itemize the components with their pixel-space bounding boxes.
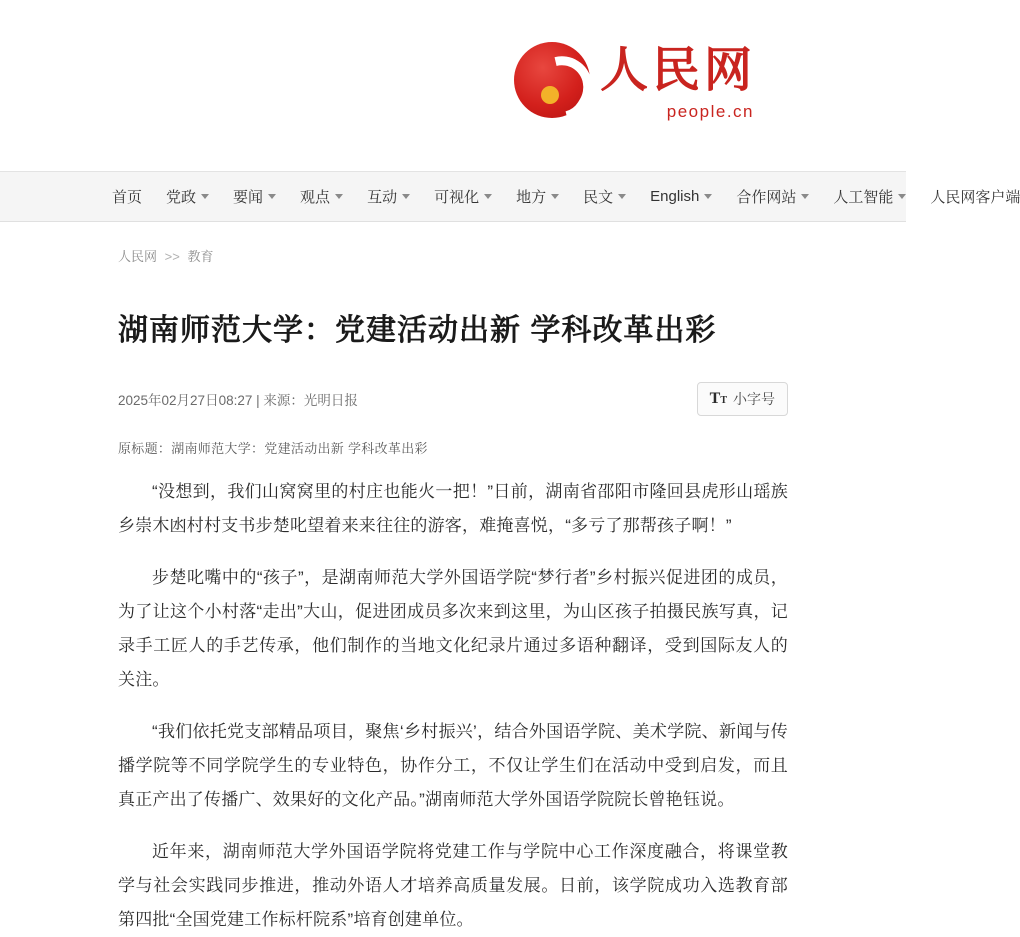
nav-item-partner-sites[interactable] bbox=[736, 186, 809, 207]
nav-label: 党政 bbox=[166, 189, 197, 206]
nav-label: 首页 bbox=[112, 189, 143, 206]
breadcrumb-separator: >> bbox=[164, 249, 180, 264]
nav-label: 可视化 bbox=[434, 189, 480, 206]
chevron-down-icon bbox=[484, 194, 492, 199]
chevron-down-icon bbox=[402, 194, 410, 199]
nav-label: 地方 bbox=[516, 189, 547, 206]
chevron-down-icon bbox=[268, 194, 276, 199]
nav-item-english[interactable] bbox=[650, 188, 712, 205]
chevron-down-icon bbox=[704, 194, 712, 199]
nav-label: 互动 bbox=[367, 189, 398, 206]
article-body bbox=[118, 475, 788, 937]
article-paragraph: 步楚叱嘴中的“孩子”，是湖南师范大学外国语学院“梦行者”乡村振兴促进团的成员，为了让这个小村落“走出”大山，促进团成员多次来到这里，为山区孩子拍摄民族写真，记录手工匠人的手艺传承，他们制作的当地文化纪录片通过多语种翻译，受到国际友人的关注。 bbox=[118, 568, 788, 689]
nav-item-opinion[interactable] bbox=[300, 186, 343, 207]
article-container bbox=[0, 311, 906, 937]
article-paragraph: “我们依托党支部精品项目，聚焦‘乡村振兴’，结合外国语学院、美术学院、新闻与传播学院等不同学院学生的专业特色，协作分工，不仅让学生们在活动中受到启发，而且真正产出了传播广、效果好的文化产品。”湖南师范大学外国语学院院长曾艳钰说。 bbox=[118, 722, 788, 809]
breadcrumb-current-link[interactable]: 教育 bbox=[187, 249, 214, 264]
people-cn-logo-icon bbox=[514, 42, 590, 118]
nav-label: 合作网站 bbox=[736, 189, 797, 206]
breadcrumb-root-link[interactable]: 人民网 bbox=[118, 249, 158, 264]
nav-item-top-news[interactable] bbox=[233, 186, 276, 207]
logo-chinese-text: 人民网 bbox=[599, 44, 756, 97]
nav-label: 人民网客户端 bbox=[930, 189, 1020, 206]
article-meta-row bbox=[118, 382, 788, 416]
nav-item-ai[interactable] bbox=[833, 186, 906, 207]
nav-item-ethnic-languages[interactable] bbox=[583, 186, 626, 207]
nav-label: 要闻 bbox=[233, 189, 264, 206]
nav-item-party-government[interactable] bbox=[166, 186, 209, 207]
chevron-down-icon bbox=[551, 194, 559, 199]
original-title: 原标题：湖南师范大学：党建活动出新 学科改革出彩 bbox=[118, 441, 428, 456]
article-paragraph: “没想到，我们山窝窝里的村庄也能火一把！”日前，湖南省邵阳市隆回县虎形山瑶族乡崇木凼村村支书步楚叱望着来来往往的游客，难掩喜悦，“多亏了那帮孩子啊！” bbox=[118, 482, 788, 535]
font-size-button[interactable] bbox=[697, 382, 788, 416]
logo-english-text: people.cn bbox=[666, 102, 754, 122]
nav-label: 观点 bbox=[300, 189, 331, 206]
nav-item-home[interactable] bbox=[112, 186, 142, 207]
site-logo[interactable] bbox=[514, 42, 756, 122]
main-navigation[interactable] bbox=[0, 172, 1020, 222]
nav-label: 人工智能 bbox=[833, 189, 894, 206]
article-paragraph: 近年来，湖南师范大学外国语学院将党建工作与学院中心工作深度融合，将课堂教学与社会实践同步推进，推动外语人才培养高质量发展。日前，该学院成功入选教育部第四批“全国党建工作标杆院系”培育创建单位。 bbox=[118, 842, 788, 929]
chevron-down-icon bbox=[801, 194, 809, 199]
chevron-down-icon bbox=[618, 194, 626, 199]
page-title: 湖南师范大学：党建活动出新 学科改革出彩 bbox=[118, 314, 717, 347]
nav-item-mobile-app[interactable] bbox=[930, 186, 1020, 207]
text-size-icon: TT bbox=[709, 390, 727, 407]
chevron-down-icon bbox=[898, 194, 906, 199]
site-header bbox=[0, 0, 906, 172]
chevron-down-icon bbox=[201, 194, 209, 199]
logo-text-group bbox=[600, 42, 756, 122]
breadcrumb bbox=[0, 222, 906, 265]
nav-item-local[interactable] bbox=[516, 186, 559, 207]
nav-label: 民文 bbox=[583, 189, 614, 206]
nav-item-interaction[interactable] bbox=[367, 186, 410, 207]
nav-label: English bbox=[650, 188, 700, 205]
chevron-down-icon bbox=[335, 194, 343, 199]
article-meta: 2025年02月27日08:27 | 来源：光明日报 bbox=[118, 393, 358, 408]
nav-item-visualization[interactable] bbox=[434, 186, 492, 207]
font-size-label: 小字号 bbox=[733, 391, 775, 407]
